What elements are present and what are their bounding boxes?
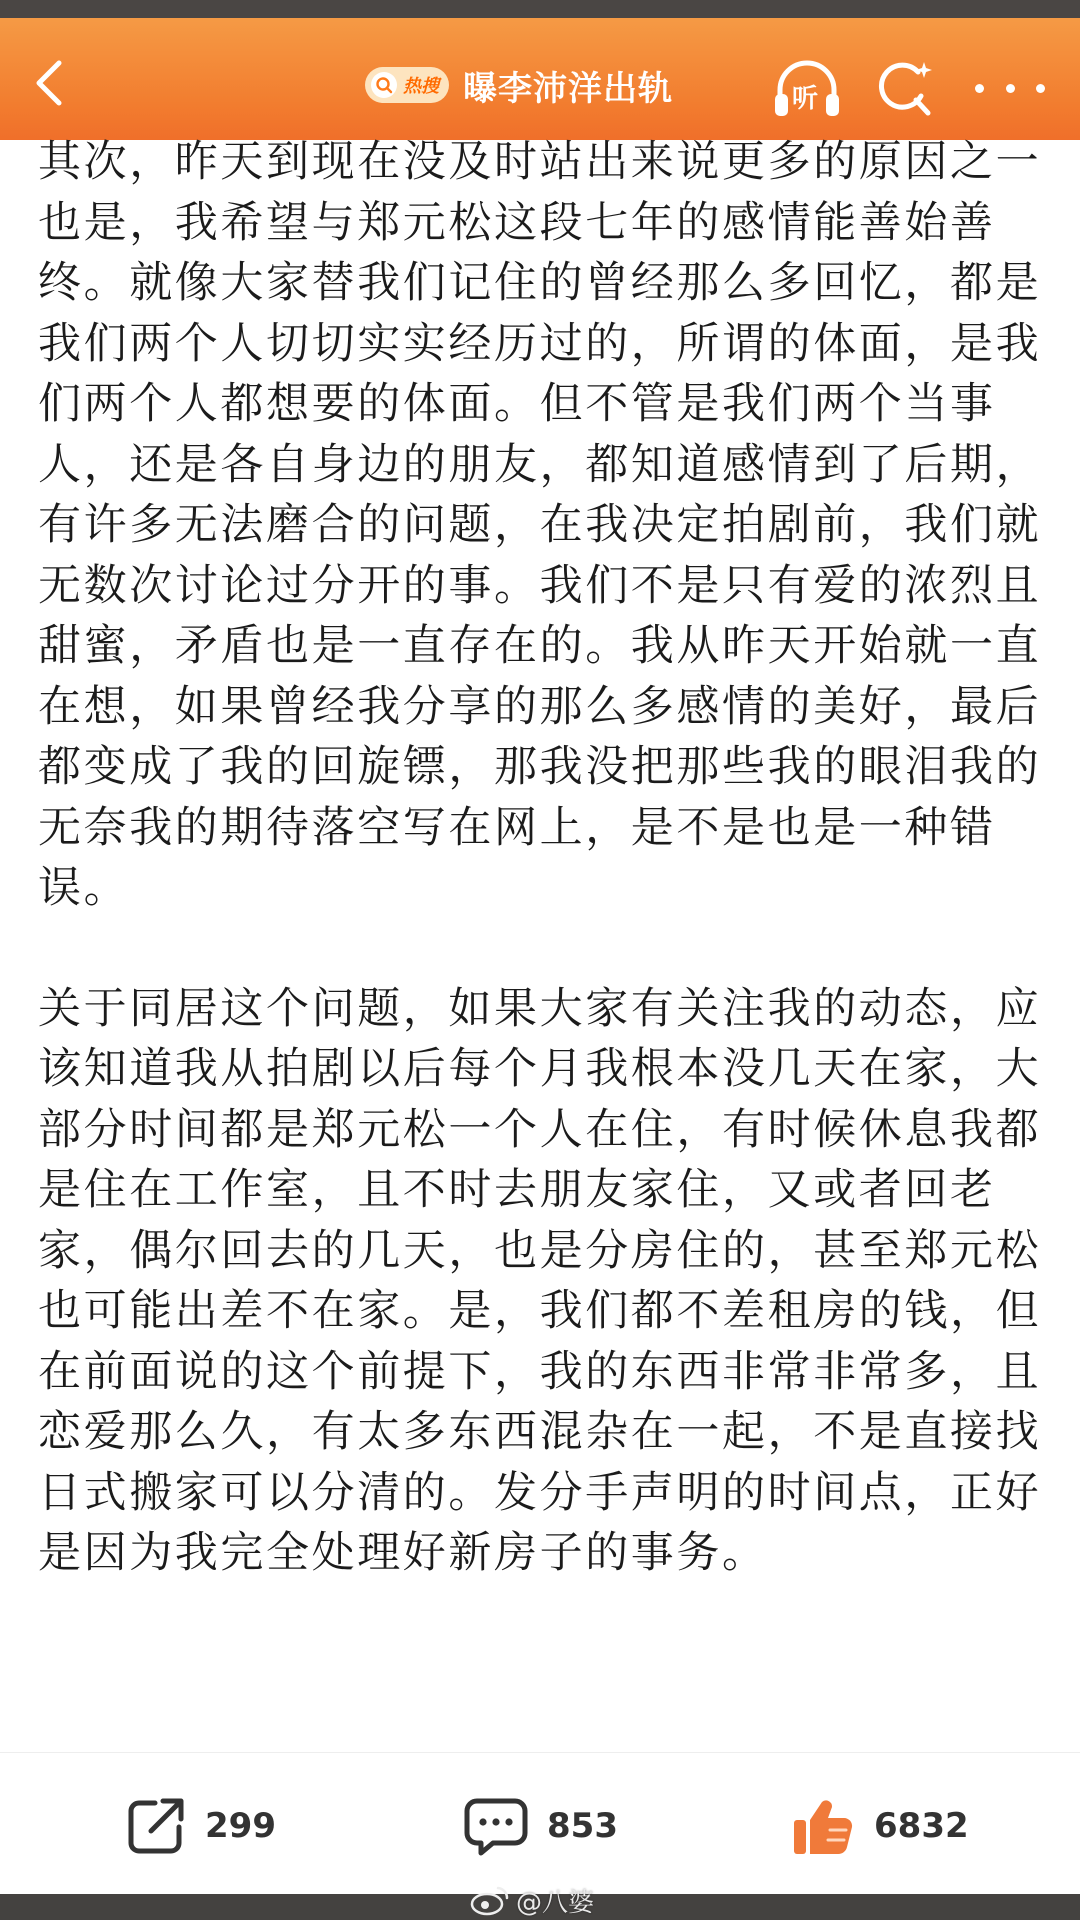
comment-count: 853 — [547, 1806, 618, 1846]
post-paragraph-1: 其次，昨天到现在没及时站出来说更多的原因之一也是，我希望与郑元松这段七年的感情能善始善终。就像大家替我们记住的曾经那么多回忆，都是我们两个人切切实实经历过的，所谓的体面，是我们两个人都想要的体面。但不管是我们两个当事人，还是各自身边的朋友，都知道感情到了后期，有许多无法磨合的问题，在我决定拍剧前，我们就无数次讨论过分开的事。我们不是只有爱的浓烈且甜蜜，矛盾也是一直存在的。我从昨天开始就一直在想，如果曾经我分享的那么多感情的美好，最后都变成了我的回旋镖，那我没把那些我的眼泪我的无奈我的期待落空写在网上，是不是也是一种错误。 — [38, 137, 1042, 913]
repost-button[interactable] — [125, 1795, 276, 1857]
thumbs-up-icon — [790, 1794, 856, 1858]
search-sparkle-icon — [874, 58, 934, 120]
post-paragraph-2: 关于同居这个问题，如果大家有关注我的动态，应该知道我从拍剧以后每个月我根本没几天在家，大部分时间都是郑元松一个人在住，有时候休息我都是住在工作室，且不时去朋友家住，又或者回老家，偶尔回去的几天，也是分房住的，甚至郑元松也可能出差不在家。是，我们都不差租房的钱，但在前面说的这个前提下，我的东西非常非常多，且恋爱那么久，有太多东西混杂在一起，不是直接找日式搬家可以分清的。发分手声明的时间点，正好是因为我完全处理好新房子的事务。 — [38, 983, 1042, 1578]
repost-count: 299 — [205, 1806, 276, 1846]
listen-label: 听 — [792, 84, 819, 114]
top-frame-strip — [0, 0, 1080, 18]
like-count: 6832 — [874, 1806, 969, 1846]
chevron-left-icon — [29, 57, 69, 109]
like-button[interactable] — [790, 1795, 969, 1857]
search-icon — [371, 72, 397, 98]
watermark — [470, 1880, 594, 1920]
search-button[interactable] — [874, 58, 934, 120]
post-body — [38, 132, 1058, 1584]
paragraph-gap — [38, 919, 1058, 979]
header-bar — [0, 18, 1080, 140]
comment-button[interactable] — [463, 1795, 618, 1857]
more-button[interactable] — [975, 68, 1045, 108]
listen-button[interactable] — [770, 56, 844, 122]
hot-badge-label: 热搜 — [403, 76, 439, 97]
more-dot-icon — [975, 84, 984, 93]
share-icon — [125, 1795, 187, 1857]
action-bar — [0, 1752, 1080, 1895]
watermark-text: @八婆 — [516, 1887, 595, 1918]
more-dot-icon — [1006, 84, 1015, 93]
comment-icon — [463, 1795, 529, 1857]
back-button[interactable] — [20, 54, 78, 112]
weibo-logo-icon — [470, 1884, 510, 1916]
page-title: 曝李沛洋出轨 — [463, 68, 673, 109]
hot-search-badge — [365, 67, 449, 103]
more-dot-icon — [1036, 84, 1045, 93]
hot-search-title[interactable] — [365, 58, 673, 112]
